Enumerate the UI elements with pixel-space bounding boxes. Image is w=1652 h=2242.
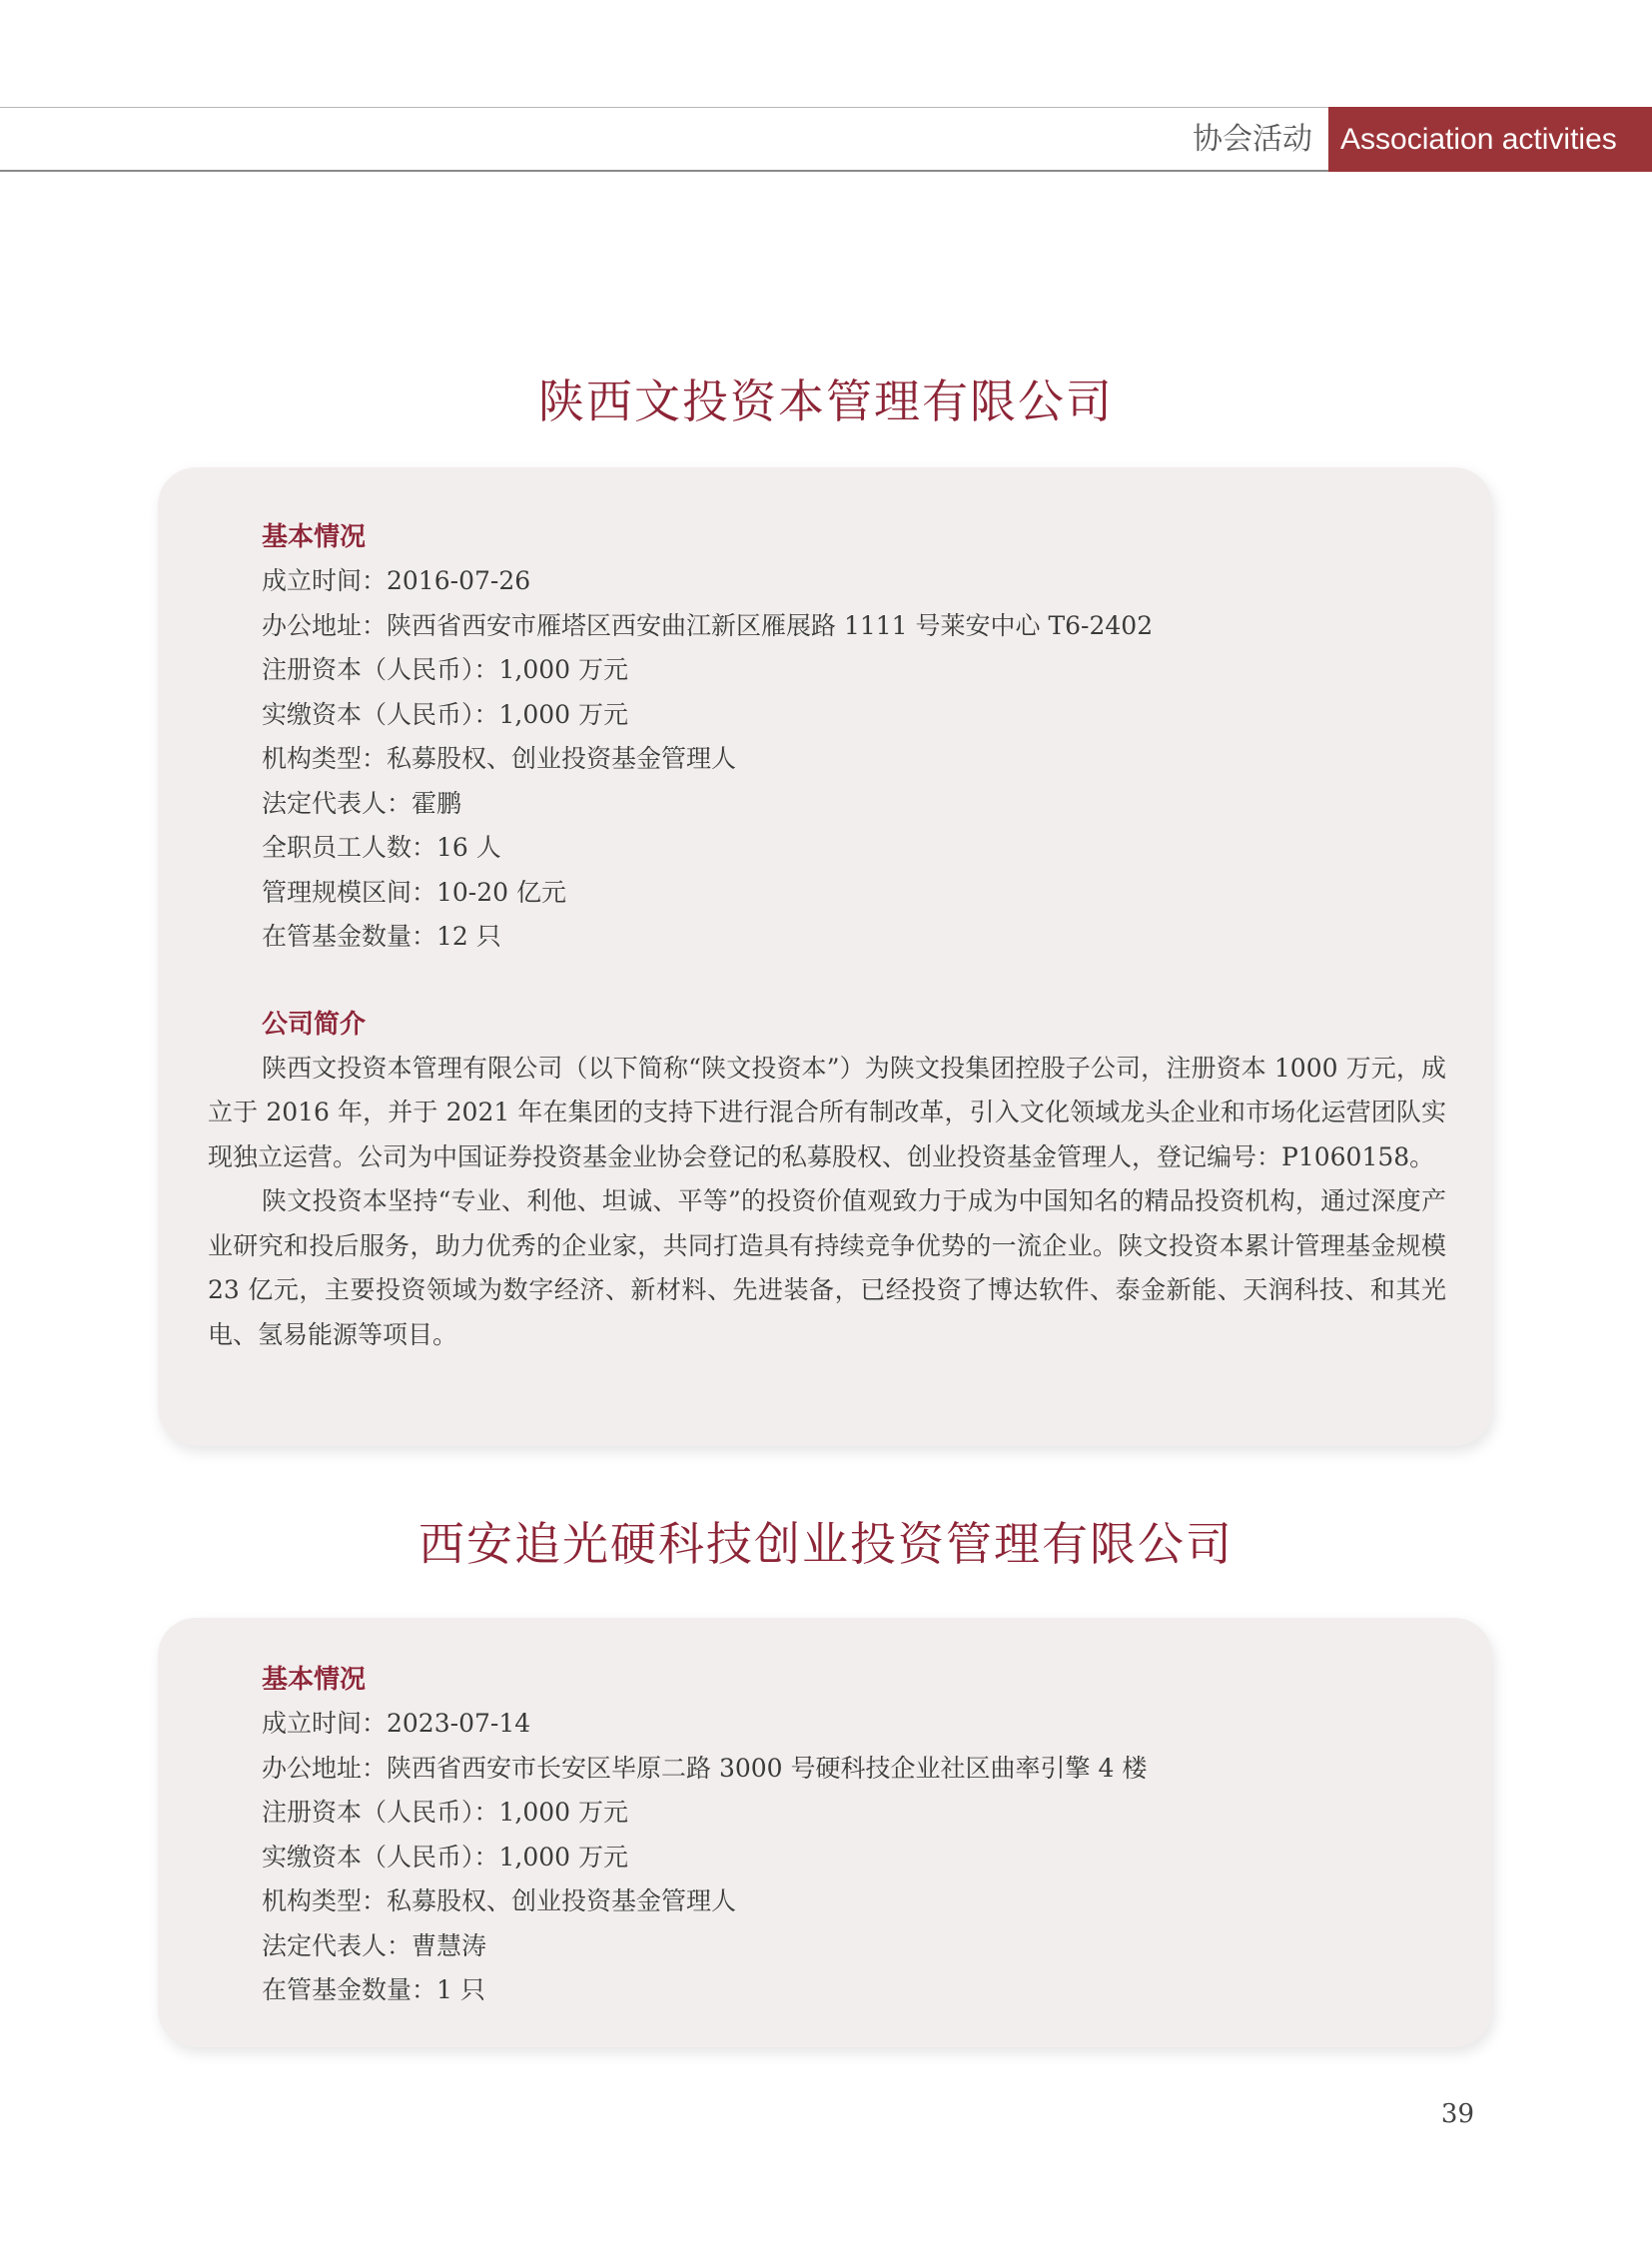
company-title: 陕西文投资本管理有限公司 (538, 374, 1114, 428)
info-row: 实缴资本（人民币）：1,000 万元 (262, 1842, 629, 1871)
info-row: 办公地址：陕西省西安市雁塔区西安曲江新区雁展路 1111 号莱安中心 T6-2402 (262, 610, 1154, 640)
info-row: 管理规模区间：10-20 亿元 (262, 877, 567, 907)
intro-paragraph: 陕文投资本坚持“专业、利他、坦诚、平等”的投资价值观致力于成为中国知名的精品投资机构，通过深度产业研究和投后服务，助力优秀的企业家，共同打造具有持续竞争优势的一流企业。陕文投资本累计管理基金规模 23 亿元，主要投资领域为数字经济、新材料、先进装备，已经投资了博达软件、泰金新能、天润科技、和其光电、氢易能源等项目。 (208, 1186, 1446, 1349)
info-row: 注册资本（人民币）：1,000 万元 (262, 1798, 629, 1827)
info-row: 注册资本（人民币）：1,000 万元 (262, 655, 629, 684)
info-row: 在管基金数量：1 只 (262, 1975, 485, 2004)
basic-info-heading: 基本情况 (262, 522, 367, 552)
page-number: 39 (1440, 2099, 1474, 2129)
company-title: 西安追光硬科技创业投资管理有限公司 (418, 1517, 1234, 1571)
section-label-cn: 协会活动 (1193, 122, 1312, 157)
header-rule-bottom (0, 170, 1328, 172)
company-intro-heading: 公司简介 (262, 1009, 367, 1040)
company-info-card (158, 1618, 1492, 2047)
info-row: 法定代表人：霍鹏 (262, 788, 462, 818)
info-row: 全职员工人数：16 人 (262, 833, 501, 862)
section-label-en: Association activities (1328, 107, 1652, 172)
info-row: 机构类型：私募股权、创业投资基金管理人 (262, 1886, 737, 1915)
info-row: 在管基金数量：12 只 (262, 922, 501, 951)
info-row: 实缴资本（人民币）：1,000 万元 (262, 699, 629, 729)
info-row: 法定代表人：曹慧涛 (262, 1930, 487, 1960)
info-row: 机构类型：私募股权、创业投资基金管理人 (262, 744, 737, 773)
company-info-card (158, 467, 1492, 1446)
info-row: 成立时间：2016-07-26 (262, 566, 531, 595)
info-row: 成立时间：2023-07-14 (262, 1709, 531, 1738)
basic-info-heading: 基本情况 (262, 1665, 367, 1695)
intro-paragraph: 陕西文投资本管理有限公司（以下简称“陕文投资本”）为陕文投集团控股子公司，注册资本 1000 万元，成立于 2016 年，并于 2021 年在集团的支持下进行混合所有制改革，引入文化领域龙头企业和市场化运营团队实现独立运营。公司为中国证券投资基金业协会登记的私募股权、创业投资基金管理人，登记编号：P1060158。 (208, 1053, 1446, 1171)
info-row: 办公地址：陕西省西安市长安区毕原二路 3000 号硬科技企业社区曲率引擎 4 楼 (262, 1753, 1148, 1783)
